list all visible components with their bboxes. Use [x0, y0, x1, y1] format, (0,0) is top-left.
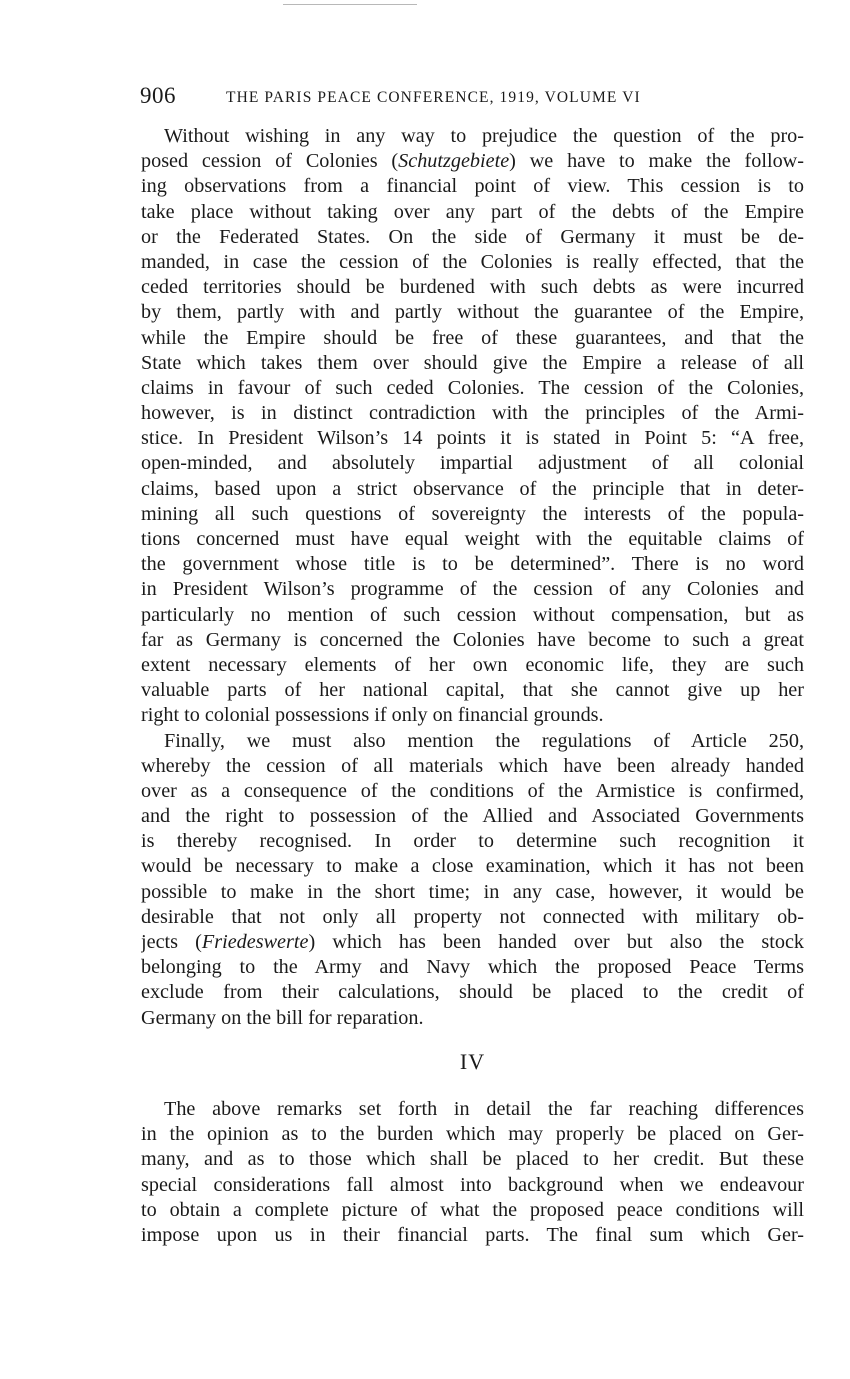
text-line: over as a consequence of the conditions of the Armistice is confirmed,	[141, 779, 804, 802]
text-line: is thereby recognised. In order to determine such recognition it	[141, 830, 804, 853]
text-segment: posed cession of Colonies (	[141, 150, 399, 173]
text-line: ceded territories should be burdened with such debts as were incurred	[141, 276, 804, 299]
text-line: or the Federated States. On the side of Germany it must be de-	[141, 225, 804, 248]
text-line: whereby the cession of all materials which have been already handed	[141, 754, 804, 777]
text-line: while the Empire should be free of these guarantees, and that the	[141, 326, 804, 349]
text-line: many, and as to those which shall be placed to her credit. But these	[141, 1148, 804, 1171]
text-line: tions concerned must have equal weight with the equitable claims of	[141, 528, 804, 550]
text-line: claims in favour of such ceded Colonies. The cession of the Colonies,	[141, 376, 804, 399]
text-line: possible to make in the short time; in any case, however, it would be	[141, 880, 804, 903]
text-line: Germany on the bill for reparation.	[141, 1006, 424, 1029]
text-line: Without wishing in any way to prejudice the question of the pro-	[164, 125, 804, 147]
text-line: manded, in case the cession of the Colonies is really effected, that the	[141, 250, 804, 273]
text-line: take place without taking over any part of the debts of the Empire	[141, 200, 804, 223]
text-line: Finally, we must also mention the regulations of Article 250,	[164, 729, 804, 752]
text-line: desirable that not only all property not connected with military ob-	[141, 905, 804, 928]
italic-term: Friedeswerte	[201, 931, 309, 953]
text-line: State which takes them over should give the Empire a release of all	[141, 351, 804, 374]
text-line: in President Wilson’s programme of the cession of any Colonies and	[141, 578, 804, 601]
text-line: mining all such questions of sovereignty the interests of the popula-	[141, 502, 804, 525]
page-number: 906	[140, 83, 176, 108]
text-segment: jects (	[141, 931, 202, 953]
paragraph-1	[141, 124, 804, 1031]
section-heading: IV	[459, 1049, 486, 1074]
text-line: exclude from their calculations, should be placed to the credit of	[141, 981, 804, 1004]
text-line: and the right to possession of the Allied and Associated Governments	[141, 805, 804, 828]
text-line: would be necessary to make a close examination, which it has not been	[141, 855, 804, 878]
text-line: by them, partly with and partly without the guarantee of the Empire,	[141, 301, 804, 324]
text-line: The above remarks set forth in detail the far reaching differences	[164, 1098, 804, 1120]
text-line: in the opinion as to the burden which may properly be placed on Ger-	[141, 1123, 804, 1146]
text-segment: ) we have to make the follow-	[509, 150, 804, 173]
text-line: special considerations fall almost into background when we endeavour	[141, 1173, 804, 1196]
text-line: extent necessary elements of her own economic life, they are such	[141, 653, 804, 676]
text-line: claims, based upon a strict observance of the principle that in deter-	[141, 477, 804, 500]
text-line: far as Germany is concerned the Colonies have become to such a great	[141, 628, 804, 651]
text-line: stice. In President Wilson’s 14 points it is stated in Point 5: “A free,	[141, 427, 804, 450]
text-line: right to colonial possessions if only on financial grounds.	[141, 704, 604, 727]
text-line: particularly no mention of such cession without compensation, but as	[141, 603, 804, 626]
text-line: ing observations from a financial point of view. This cession is to	[141, 175, 804, 198]
text-line	[141, 930, 804, 955]
text-line	[141, 149, 804, 174]
text-line: the government whose title is to be determined”. There is no word	[141, 553, 804, 576]
text-line: to obtain a complete picture of what the proposed peace conditions will	[141, 1198, 804, 1221]
top-rule	[283, 4, 417, 5]
text-line: belonging to the Army and Navy which the proposed Peace Terms	[141, 956, 804, 979]
text-line: open-minded, and absolutely impartial adjustment of all colonial	[141, 452, 804, 475]
text-line: however, is in distinct contradiction with the principles of the Armi-	[141, 402, 804, 425]
italic-term: Schutzgebiete	[398, 150, 510, 173]
text-segment: ) which has been handed over but also the stock	[308, 931, 804, 953]
text-line: valuable parts of her national capital, that she cannot give up her	[141, 679, 804, 702]
text-line: impose upon us in their financial parts. The final sum which Ger-	[141, 1223, 804, 1246]
running-head: THE PARIS PEACE CONFERENCE, 1919, VOLUME VI	[226, 89, 641, 106]
paragraph-3	[141, 1097, 804, 1248]
page-header	[140, 81, 804, 111]
